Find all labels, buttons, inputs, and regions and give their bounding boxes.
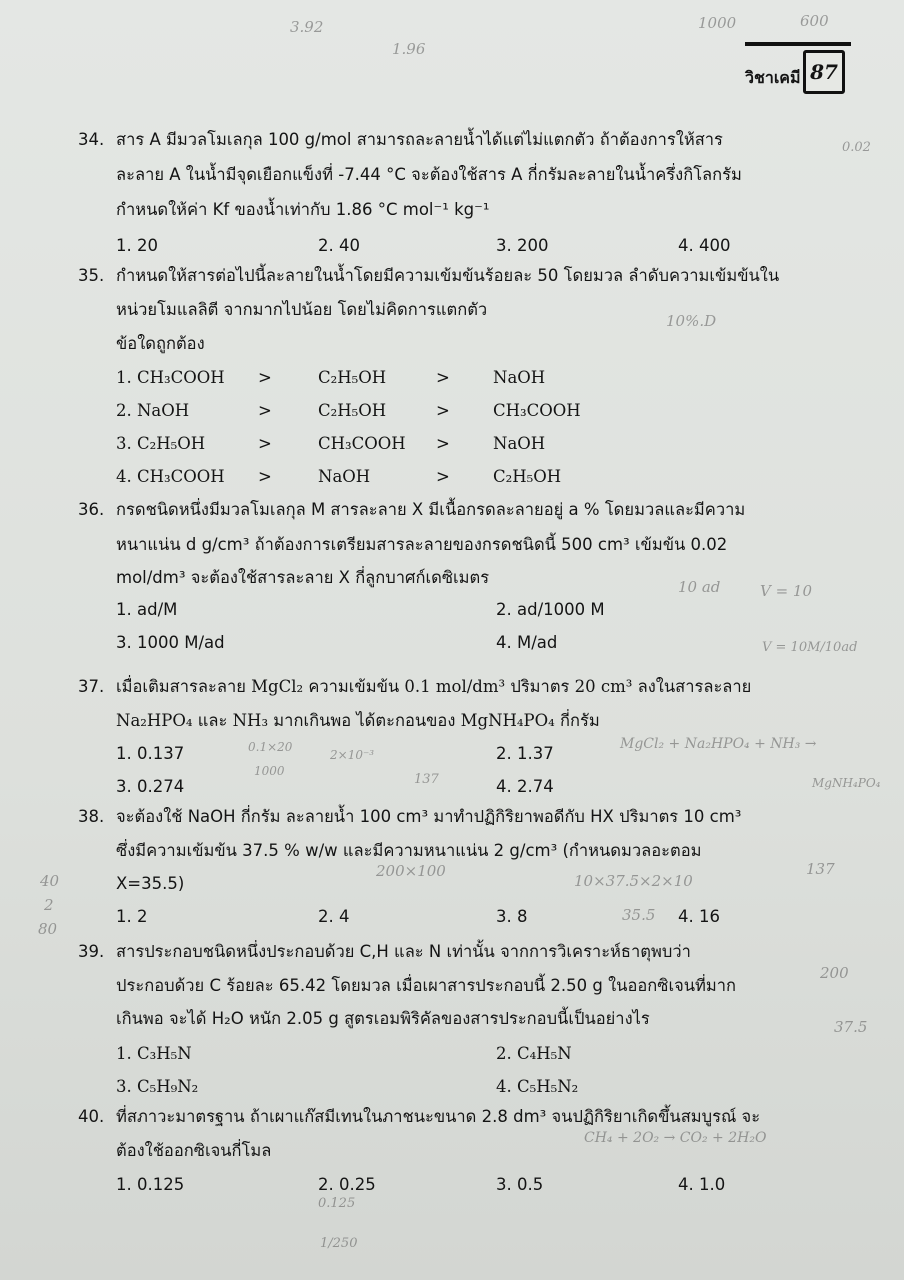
handwritten-note: MgCl₂ + Na₂HPO₄ + NH₃ → <box>620 736 817 752</box>
order-sign: > <box>436 401 450 420</box>
question-39 <box>78 935 858 1100</box>
answer-option: 1. 0.125 <box>116 1175 185 1194</box>
handwritten-note: 137 <box>806 860 835 878</box>
order-sign: > <box>436 368 450 387</box>
handwritten-note: 40 <box>40 872 60 890</box>
order-option-2-b: C₂H₅OH <box>318 401 387 420</box>
question-text-line: เมื่อเติมสารละลาย MgCl₂ ความเข้มข้น 0.1 mol/dm³ ปริมาตร 20 cm³ ลงในสารละลาย <box>116 677 752 696</box>
answer-option: 2. 40 <box>318 236 360 255</box>
answer-option: 3. 1000 M/ad <box>116 633 225 652</box>
question-text-line: ละลาย A ในน้ำมีจุดเยือกแข็งที่ -7.44 °C จะต้องใช้สาร A กี่กรัมละลายในน้ำครึ่งกิโลกรัม <box>116 165 742 184</box>
question-text-line: ซึ่งมีความเข้มข้น 37.5 % w/w และมีความหนาแน่น 2 g/cm³ (กำหนดมวลอะตอม <box>116 841 702 860</box>
handwritten-note: 1.96 <box>392 40 426 58</box>
order-sign: > <box>258 434 272 453</box>
handwritten-note: 200 <box>820 964 849 982</box>
question-text-line: กำหนดให้ค่า Kf ของน้ำเท่ากับ 1.86 °C mol⁻¹ kg⁻¹ <box>116 200 490 219</box>
order-sign: > <box>258 368 272 387</box>
handwritten-note: 2 <box>44 896 54 914</box>
page-number: 87 <box>810 60 838 84</box>
question-text-line: mol/dm³ จะต้องใช้สารละลาย X กี่ลูกบาศก์เดซิเมตร <box>116 568 490 587</box>
handwritten-note: 137 <box>414 772 439 787</box>
question-text-line: กรดชนิดหนึ่งมีมวลโมเลกุล M สารละลาย X มีเนื้อกรดละลายอยู่ a % โดยมวลและมีความ <box>116 500 746 519</box>
handwritten-note: V = 10 <box>760 582 813 600</box>
handwritten-note: 10 ad <box>678 578 721 596</box>
page-number-badge <box>803 50 845 94</box>
order-option-4-b: NaOH <box>318 467 371 486</box>
order-option-3-c: NaOH <box>493 434 546 453</box>
question-text-line: เกินพอ จะได้ H₂O หนัก 2.05 g สูตรเอมพิริคัลของสารประกอบนี้เป็นอย่างไร <box>116 1009 650 1028</box>
question-text-line: Na₂HPO₄ และ NH₃ มากเกินพอ ได้ตะกอนของ MgNH₄PO₄ กี่กรัม <box>116 711 600 730</box>
answer-option: 2. 4 <box>318 907 350 926</box>
order-option-1-a: 1. CH₃COOH <box>116 368 225 387</box>
question-text-line: สารประกอบชนิดหนึ่งประกอบด้วย C,H และ N เท่านั้น จากการวิเคราะห์ธาตุพบว่า <box>116 942 691 961</box>
question-number: 39. <box>78 942 105 961</box>
subject-label: วิชาเคมี <box>745 68 801 87</box>
handwritten-note: 600 <box>800 12 829 30</box>
question-34 <box>78 123 858 263</box>
answer-option: 2. ad/1000 M <box>496 600 605 619</box>
handwritten-note: 200×100 <box>376 862 446 880</box>
question-text-line: จะต้องใช้ NaOH กี่กรัม ละลายน้ำ 100 cm³ มาทำปฏิกิริยาพอดีกับ HX ปริมาตร 10 cm³ <box>116 807 742 826</box>
answer-option: 3. 0.5 <box>496 1175 544 1194</box>
order-option-3-b: CH₃COOH <box>318 434 406 453</box>
handwritten-note: 1/250 <box>320 1236 358 1251</box>
question-text-line: หนาแน่น d g/cm³ ถ้าต้องการเตรียมสารละลายของกรดชนิดนี้ 500 cm³ เข้มข้น 0.02 <box>116 535 728 554</box>
question-38 <box>78 800 858 935</box>
answer-option: 1. 20 <box>116 236 158 255</box>
answer-option: 4. 400 <box>678 236 731 255</box>
question-text-line: สาร A มีมวลโมเลกุล 100 g/mol สามารถละลายน้ำได้แต่ไม่แตกตัว ถ้าต้องการให้สาร <box>116 130 723 149</box>
order-option-1-b: C₂H₅OH <box>318 368 387 387</box>
answer-option: 2. 1.37 <box>496 744 554 763</box>
question-number: 35. <box>78 266 105 285</box>
answer-option: 4. C₅H₅N₂ <box>496 1077 579 1096</box>
answer-option: 4. 16 <box>678 907 720 926</box>
question-text-line: ประกอบด้วย C ร้อยละ 65.42 โดยมวล เมื่อเผาสารประกอบนี้ 2.50 g ในออกซิเจนที่มาก <box>116 976 737 995</box>
question-number: 38. <box>78 807 105 826</box>
handwritten-note: MgNH₄PO₄ <box>812 776 881 790</box>
order-option-4-a: 4. CH₃COOH <box>116 467 225 486</box>
handwritten-note: 10%.D <box>666 312 717 330</box>
handwritten-note: 80 <box>38 920 58 938</box>
handwritten-note: 0.1×20 <box>248 740 293 754</box>
order-option-4-c: C₂H₅OH <box>493 467 562 486</box>
question-number: 36. <box>78 500 105 519</box>
answer-option: 4. 2.74 <box>496 777 554 796</box>
handwritten-note: 0.125 <box>318 1196 356 1211</box>
handwritten-note: 1000 <box>698 14 737 32</box>
question-text-line: X=35.5) <box>116 874 185 893</box>
question-text-line: กำหนดให้สารต่อไปนี้ละลายในน้ำโดยมีความเข้มข้นร้อยละ 50 โดยมวล ลำดับความเข้มข้นใน <box>116 266 780 285</box>
handwritten-note: 35.5 <box>622 906 656 924</box>
handwritten-note: 2×10⁻³ <box>330 748 375 762</box>
answer-option: 3. 8 <box>496 907 528 926</box>
question-text-line: ที่สภาวะมาตรฐาน ถ้าเผาแก๊สมีเทนในภาชนะขนาด 2.8 dm³ จนปฏิกิริยาเกิดขึ้นสมบูรณ์ จะ <box>116 1107 761 1126</box>
answer-option: 4. 1.0 <box>678 1175 726 1194</box>
page-header <box>745 42 855 94</box>
question-40 <box>78 1100 858 1205</box>
order-option-1-c: NaOH <box>493 368 546 387</box>
question-number: 37. <box>78 677 105 696</box>
question-text-line: ข้อใดถูกต้อง <box>116 334 205 353</box>
answer-option: 3. 0.274 <box>116 777 185 796</box>
order-sign: > <box>436 434 450 453</box>
handwritten-note: 10×37.5×2×10 <box>574 872 693 890</box>
answer-option: 2. 0.25 <box>318 1175 376 1194</box>
question-36 <box>78 493 858 663</box>
order-sign: > <box>436 467 450 486</box>
question-number: 40. <box>78 1107 105 1126</box>
handwritten-note: 1000 <box>254 764 285 778</box>
order-sign: > <box>258 467 272 486</box>
answer-option: 3. 200 <box>496 236 549 255</box>
order-option-2-a: 2. NaOH <box>116 401 190 420</box>
answer-option: 2. C₄H₅N <box>496 1044 572 1063</box>
handwritten-note: CH₄ + 2O₂ → CO₂ + 2H₂O <box>584 1130 767 1146</box>
answer-option: 1. ad/M <box>116 600 178 619</box>
question-text-line: ต้องใช้ออกซิเจนกี่โมล <box>116 1141 272 1160</box>
answer-option: 4. M/ad <box>496 633 558 652</box>
handwritten-note: 3.92 <box>290 18 324 36</box>
question-text-line: หน่วยโมแลลิตี จากมากไปน้อย โดยไม่คิดการแตกตัว <box>116 300 488 319</box>
answer-option: 1. 2 <box>116 907 148 926</box>
order-option-3-a: 3. C₂H₅OH <box>116 434 206 453</box>
answer-option: 3. C₅H₉N₂ <box>116 1077 199 1096</box>
question-35 <box>78 259 858 494</box>
order-option-2-c: CH₃COOH <box>493 401 581 420</box>
answer-option: 1. 0.137 <box>116 744 185 763</box>
answer-option: 1. C₃H₅N <box>116 1044 192 1063</box>
question-number: 34. <box>78 130 105 149</box>
handwritten-note: V = 10M/10ad <box>762 640 858 655</box>
order-sign: > <box>258 401 272 420</box>
header-rule <box>745 42 851 46</box>
handwritten-note: 0.02 <box>842 140 871 155</box>
handwritten-note: 37.5 <box>834 1018 868 1036</box>
